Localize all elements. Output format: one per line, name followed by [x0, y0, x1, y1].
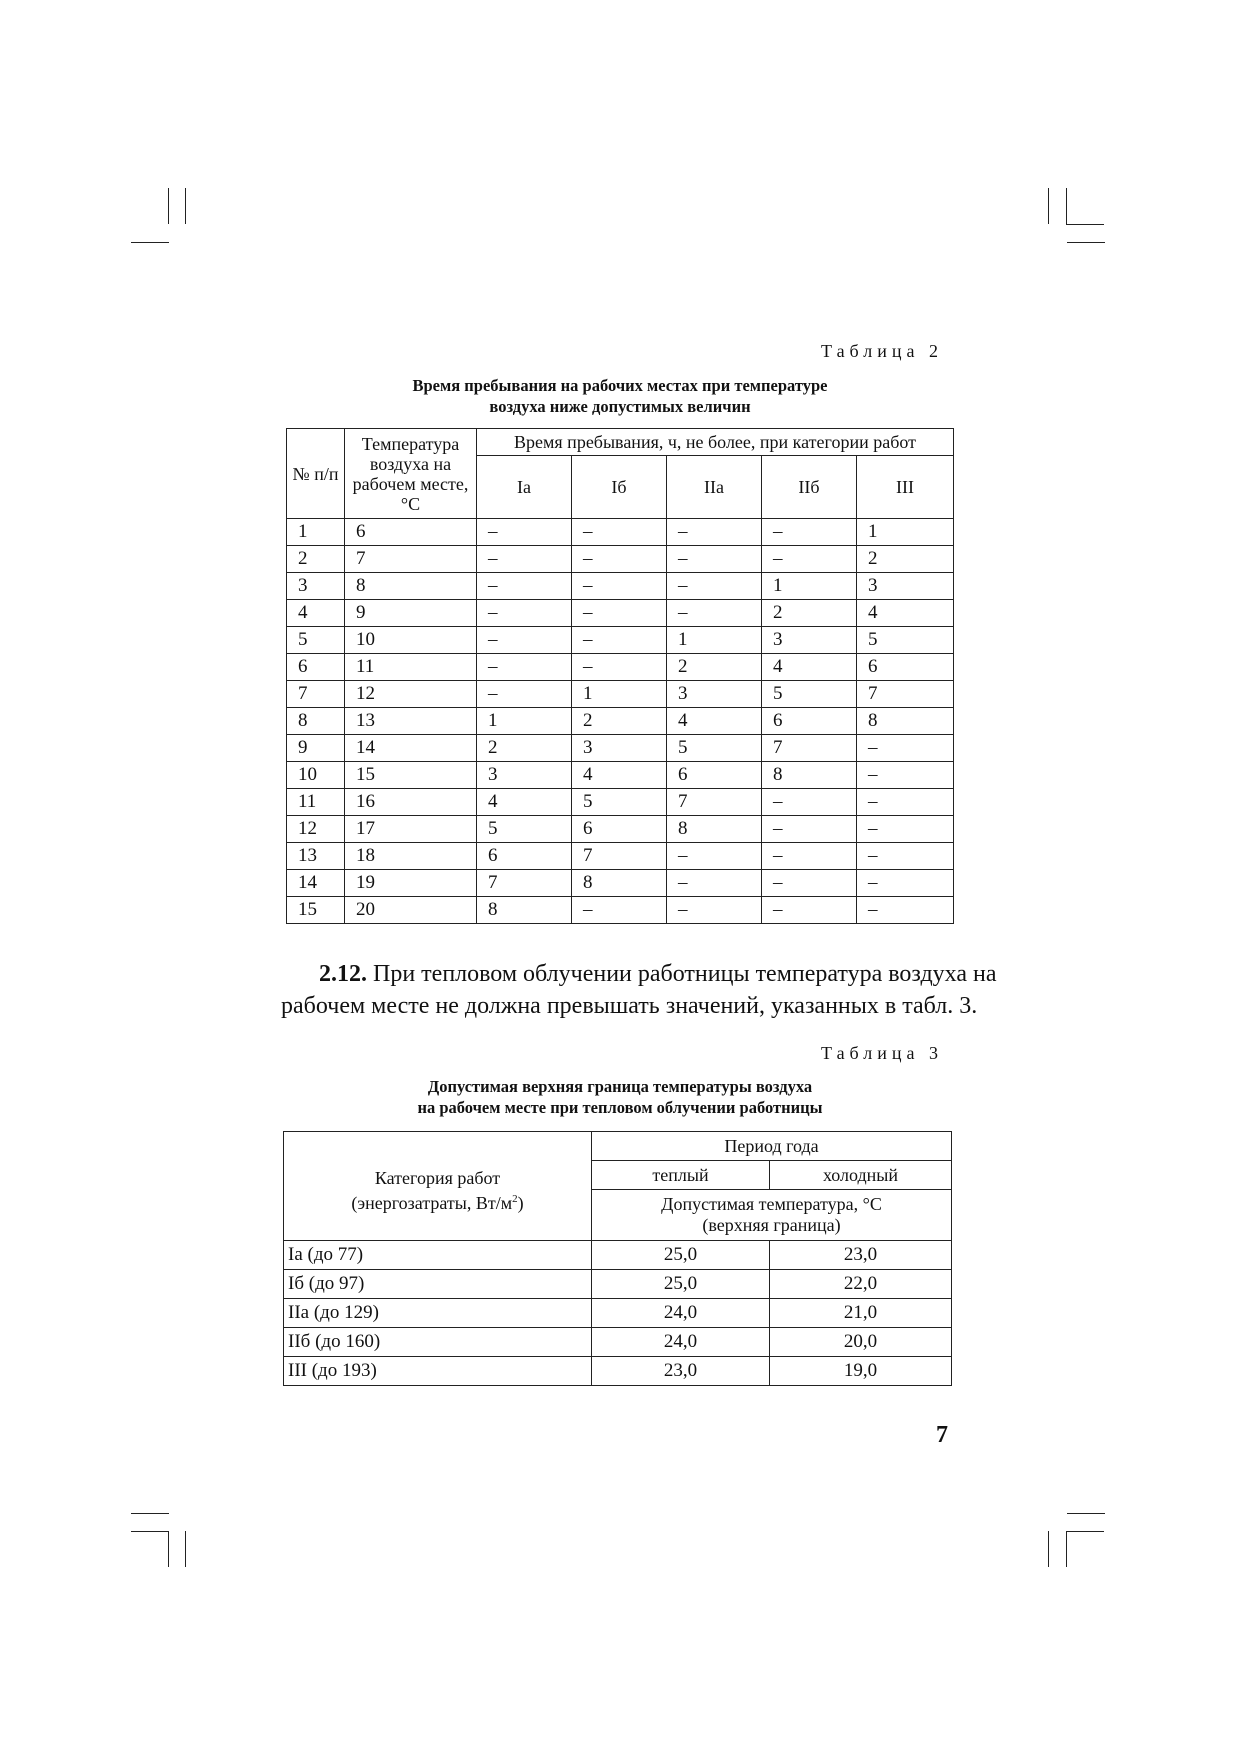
- table-cell: 14: [345, 735, 477, 762]
- table-cell: 2: [572, 708, 667, 735]
- table-cell: 11: [287, 789, 345, 816]
- table-cell: 2: [287, 546, 345, 573]
- table-cell: 4: [572, 762, 667, 789]
- table2-header-num: № п/п: [287, 429, 345, 519]
- table-cell: 1: [762, 573, 857, 600]
- crop-mark: [1067, 1513, 1105, 1514]
- table-cell: IIа (до 129): [284, 1299, 592, 1328]
- table-cell: –: [667, 519, 762, 546]
- table-row: [287, 816, 954, 843]
- table-cell: –: [477, 546, 572, 573]
- table-cell: –: [477, 627, 572, 654]
- table-cell: 5: [667, 735, 762, 762]
- table2-title-line: Время пребывания на рабочих местах при температуре: [412, 376, 828, 395]
- table-cell: –: [762, 519, 857, 546]
- table2-header-category: IIб: [762, 456, 857, 519]
- table-cell: –: [762, 546, 857, 573]
- table-cell: 17: [345, 816, 477, 843]
- table3-title-line: на рабочем месте при тепловом облучении работницы: [417, 1098, 823, 1117]
- table-row: [284, 1299, 952, 1328]
- table3-header-allowed: [592, 1190, 952, 1241]
- table-cell: 12: [345, 681, 477, 708]
- table-cell: 19: [345, 870, 477, 897]
- table-cell: 8: [667, 816, 762, 843]
- crop-mark: [1066, 1531, 1104, 1532]
- table-cell: 5: [572, 789, 667, 816]
- table-cell: 1: [572, 681, 667, 708]
- table-cell: –: [477, 681, 572, 708]
- table-cell: 7: [762, 735, 857, 762]
- table-cell: 3: [287, 573, 345, 600]
- table-cell: 5: [477, 816, 572, 843]
- table2-label: Таблица 2: [821, 341, 943, 361]
- crop-mark: [1066, 188, 1067, 224]
- table-cell: Iа (до 77): [284, 1241, 592, 1270]
- table-cell: 1: [667, 627, 762, 654]
- table-row: [287, 789, 954, 816]
- table-cell: 5: [857, 627, 954, 654]
- table-cell: 2: [857, 546, 954, 573]
- table-row: [287, 843, 954, 870]
- table-row: [287, 681, 954, 708]
- table2-header-temp: Температура воздуха на рабочем месте, °С: [345, 429, 477, 519]
- table-cell: –: [572, 897, 667, 924]
- table-cell: 22,0: [770, 1270, 952, 1299]
- table-cell: 23,0: [592, 1357, 770, 1386]
- table-cell: –: [572, 573, 667, 600]
- table-cell: 4: [857, 600, 954, 627]
- table-row: [287, 708, 954, 735]
- table3-header-period: Период года: [592, 1132, 952, 1161]
- paragraph-2-12: [281, 958, 997, 1022]
- table-row: [287, 762, 954, 789]
- table-cell: –: [762, 870, 857, 897]
- table-cell: 8: [857, 708, 954, 735]
- table2: [286, 428, 954, 924]
- table-row: [284, 1241, 952, 1270]
- table-cell: 4: [762, 654, 857, 681]
- table-row: [287, 546, 954, 573]
- table-cell: –: [572, 654, 667, 681]
- table3-body: [284, 1241, 952, 1386]
- table-cell: 3: [477, 762, 572, 789]
- table-cell: 3: [762, 627, 857, 654]
- table-cell: 6: [857, 654, 954, 681]
- table-cell: 5: [287, 627, 345, 654]
- table-cell: 13: [345, 708, 477, 735]
- paragraph-line1-text: При тепловом облучении работницы температура воздуха на: [367, 961, 997, 987]
- table-cell: 7: [572, 843, 667, 870]
- table2-header-category: III: [857, 456, 954, 519]
- table-cell: 24,0: [592, 1328, 770, 1357]
- table-cell: 7: [287, 681, 345, 708]
- unit-sup: 2: [512, 1193, 518, 1205]
- table-cell: 6: [287, 654, 345, 681]
- table-cell: Iб (до 97): [284, 1270, 592, 1299]
- table-cell: 20: [345, 897, 477, 924]
- table-cell: –: [477, 654, 572, 681]
- table3-title-line: Допустимая верхняя граница температуры воздуха: [427, 1077, 813, 1096]
- crop-mark: [131, 1513, 169, 1514]
- crop-mark: [1048, 1531, 1049, 1567]
- crop-mark: [1066, 1531, 1067, 1567]
- table-cell: –: [572, 546, 667, 573]
- table2-body: [287, 519, 954, 924]
- table2-header-category: IIа: [667, 456, 762, 519]
- unit-prefix: (энергозатраты, Вт/м: [351, 1193, 513, 1213]
- table-cell: –: [572, 627, 667, 654]
- table2-header-category: Iб: [572, 456, 667, 519]
- table-cell: 2: [667, 654, 762, 681]
- table-row: [287, 573, 954, 600]
- table2-header-group: Время пребывания, ч, не более, при категории работ: [477, 429, 954, 456]
- table-cell: –: [477, 600, 572, 627]
- table-cell: 4: [667, 708, 762, 735]
- table-cell: 9: [345, 600, 477, 627]
- table-cell: –: [572, 519, 667, 546]
- table-cell: –: [857, 870, 954, 897]
- table-cell: –: [857, 843, 954, 870]
- table-cell: 4: [477, 789, 572, 816]
- crop-mark: [168, 1531, 169, 1567]
- table3-header-allowed-line2: (верхняя граница): [702, 1215, 841, 1235]
- table-cell: 8: [572, 870, 667, 897]
- crop-mark: [1066, 224, 1104, 225]
- table-cell: 1: [857, 519, 954, 546]
- table-cell: –: [667, 870, 762, 897]
- table-row: [287, 627, 954, 654]
- table-cell: 6: [667, 762, 762, 789]
- table-cell: –: [477, 573, 572, 600]
- table-cell: 7: [477, 870, 572, 897]
- table-cell: 12: [287, 816, 345, 843]
- table-cell: 4: [287, 600, 345, 627]
- table-row: [284, 1328, 952, 1357]
- crop-mark: [168, 188, 169, 224]
- table-cell: 21,0: [770, 1299, 952, 1328]
- table3: [283, 1131, 952, 1386]
- table-cell: 3: [572, 735, 667, 762]
- table-cell: 10: [345, 627, 477, 654]
- table2-header-category: Iа: [477, 456, 572, 519]
- table-cell: 9: [287, 735, 345, 762]
- crop-mark: [1048, 188, 1049, 224]
- crop-mark: [131, 242, 169, 243]
- crop-mark: [185, 1531, 186, 1567]
- table-cell: 2: [477, 735, 572, 762]
- table-cell: –: [762, 897, 857, 924]
- table-cell: –: [857, 789, 954, 816]
- table-cell: 15: [345, 762, 477, 789]
- table-cell: 3: [667, 681, 762, 708]
- table-cell: 7: [667, 789, 762, 816]
- table-cell: 25,0: [592, 1241, 770, 1270]
- unit-suffix: ): [517, 1193, 524, 1213]
- table-cell: –: [857, 735, 954, 762]
- table-cell: IIб (до 160): [284, 1328, 592, 1357]
- table-row: [287, 735, 954, 762]
- table3-label: Таблица 3: [821, 1043, 943, 1063]
- table-cell: –: [857, 816, 954, 843]
- table-cell: –: [667, 897, 762, 924]
- table-row: [287, 870, 954, 897]
- table-cell: 7: [345, 546, 477, 573]
- paragraph-line: [281, 958, 997, 990]
- table-cell: –: [667, 843, 762, 870]
- table-cell: 18: [345, 843, 477, 870]
- table-row: [287, 654, 954, 681]
- table-cell: 23,0: [770, 1241, 952, 1270]
- table-cell: III (до 193): [284, 1357, 592, 1386]
- table-cell: 5: [762, 681, 857, 708]
- table-row: [287, 519, 954, 546]
- crop-mark: [131, 1531, 169, 1532]
- table3-header-category-line2: [284, 1189, 591, 1214]
- table3-header-allowed-line1: Допустимая температура, °С: [661, 1194, 882, 1214]
- table2-title-line: воздуха ниже допустимых величин: [489, 397, 751, 416]
- table-cell: 6: [477, 843, 572, 870]
- table-cell: –: [762, 843, 857, 870]
- table-row: [287, 897, 954, 924]
- table-cell: 16: [345, 789, 477, 816]
- table3-title: [0, 1076, 1240, 1118]
- table-cell: 20,0: [770, 1328, 952, 1357]
- paragraph-number: 2.12.: [319, 961, 367, 987]
- table-cell: 11: [345, 654, 477, 681]
- table-cell: –: [667, 573, 762, 600]
- table-cell: –: [857, 897, 954, 924]
- table-cell: 1: [477, 708, 572, 735]
- table-cell: 25,0: [592, 1270, 770, 1299]
- table-cell: –: [762, 816, 857, 843]
- page-number: 7: [936, 1422, 948, 1448]
- paragraph-line2-text: рабочем месте не должна превышать значений, указанных в табл. 3.: [281, 993, 978, 1019]
- crop-mark: [185, 188, 186, 224]
- table-cell: 2: [762, 600, 857, 627]
- table-cell: 1: [287, 519, 345, 546]
- table-cell: –: [857, 762, 954, 789]
- table-row: [287, 600, 954, 627]
- table-cell: 6: [572, 816, 667, 843]
- table-row: [284, 1270, 952, 1299]
- table-cell: 3: [857, 573, 954, 600]
- table-cell: 8: [287, 708, 345, 735]
- table-cell: 14: [287, 870, 345, 897]
- table-cell: 19,0: [770, 1357, 952, 1386]
- table-cell: 15: [287, 897, 345, 924]
- table-cell: 6: [345, 519, 477, 546]
- table-cell: –: [667, 546, 762, 573]
- table3-header-category: [284, 1132, 592, 1241]
- table3-header-warm: теплый: [592, 1161, 770, 1190]
- table-cell: 8: [345, 573, 477, 600]
- table-cell: –: [477, 519, 572, 546]
- table-cell: 7: [857, 681, 954, 708]
- table-cell: –: [667, 600, 762, 627]
- table-cell: –: [762, 789, 857, 816]
- table-row: [284, 1357, 952, 1386]
- table3-header-cold: холодный: [770, 1161, 952, 1190]
- table-cell: 6: [762, 708, 857, 735]
- table-cell: 13: [287, 843, 345, 870]
- crop-mark: [1067, 242, 1105, 243]
- table2-title: [0, 375, 1240, 417]
- table-cell: 10: [287, 762, 345, 789]
- table-cell: 8: [477, 897, 572, 924]
- table-cell: 8: [762, 762, 857, 789]
- table-cell: 24,0: [592, 1299, 770, 1328]
- table3-header-category-line1: Категория работ: [374, 1168, 501, 1188]
- table-cell: –: [572, 600, 667, 627]
